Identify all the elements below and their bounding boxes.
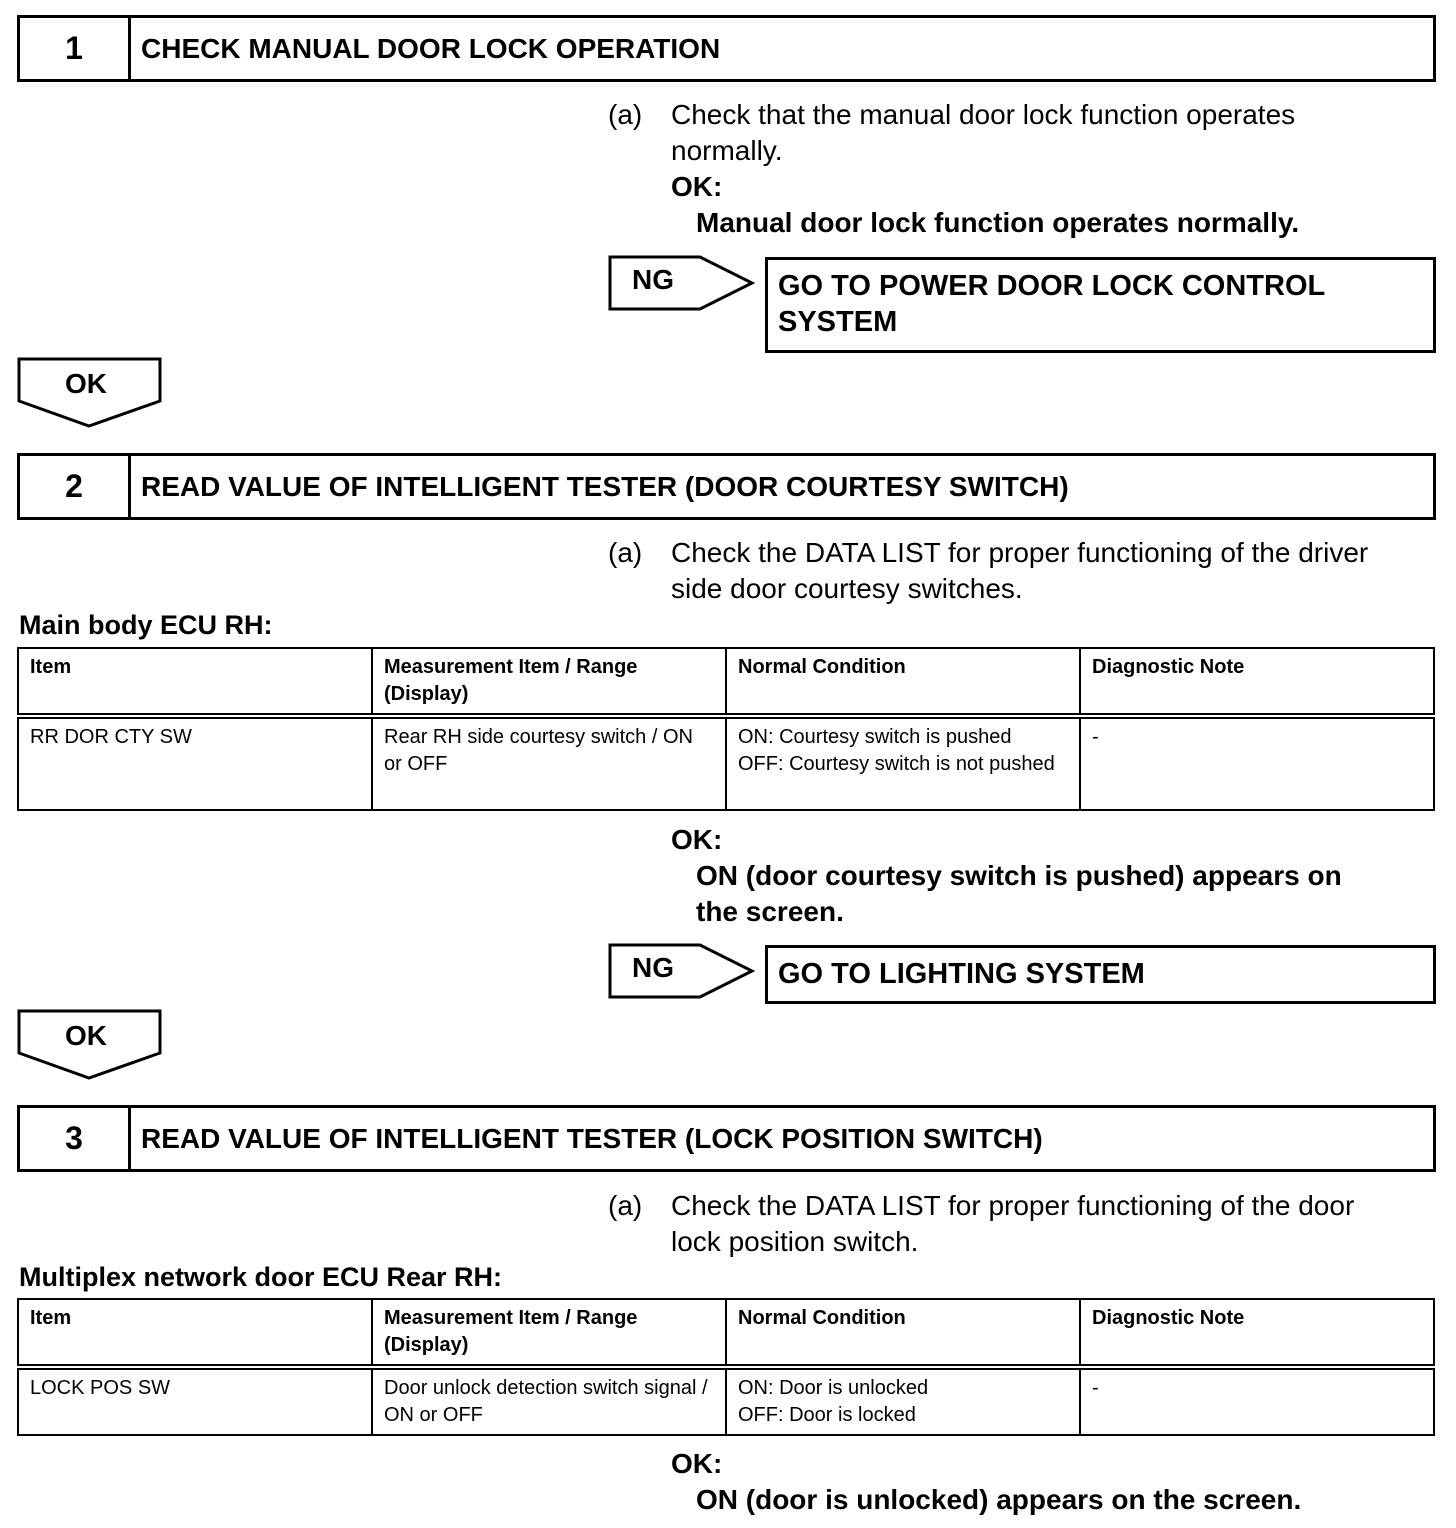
step-number: 2: [20, 456, 131, 517]
ng-arrow: [608, 943, 756, 999]
column-header: Diagnostic Note: [1080, 1299, 1434, 1367]
instruction-line: lock position switch.: [671, 1226, 919, 1257]
ok-text: Manual door lock function operates normally.: [696, 207, 1300, 238]
ng-target-line: SYSTEM: [778, 306, 898, 338]
instruction: [671, 1188, 1354, 1260]
table-cell: RR DOR CTY SW: [18, 716, 372, 810]
ng-target-line: GO TO LIGHTING SYSTEM: [778, 958, 1145, 990]
table-cell: Door unlock detection switch signal / ON or OFF: [372, 1367, 726, 1435]
step-number: 3: [20, 1108, 131, 1169]
column-header: Item: [18, 1299, 372, 1367]
ng-arrow-shape: [608, 943, 756, 999]
ok-arrow: [17, 1009, 162, 1081]
ng-target-box[interactable]: [765, 945, 1436, 1004]
column-header: Normal Condition: [726, 648, 1080, 716]
instruction-line: Check the DATA LIST for proper functioning of the door: [671, 1190, 1355, 1221]
sub-marker: (a): [608, 1190, 643, 1221]
column-header: Normal Condition: [726, 1299, 1080, 1367]
ok-text-line: the screen.: [696, 896, 844, 927]
ng-label: NG: [632, 952, 674, 983]
table-cell: LOCK POS SW: [18, 1367, 372, 1435]
table-header-row: [18, 648, 1434, 716]
ok-text: [696, 858, 1342, 930]
table-row: [18, 716, 1434, 810]
step-1-header: [17, 15, 1436, 82]
step-title: READ VALUE OF INTELLIGENT TESTER (DOOR COURTESY SWITCH): [141, 470, 1069, 502]
step-title: CHECK MANUAL DOOR LOCK OPERATION: [141, 32, 721, 64]
step-3-header: [17, 1105, 1436, 1172]
table-cell: Rear RH side courtesy switch / ON or OFF: [372, 716, 726, 810]
ng-target-line: GO TO POWER DOOR LOCK CONTROL: [778, 270, 1326, 302]
column-header: Measurement Item / Range (Display): [372, 648, 726, 716]
column-header: Item: [18, 648, 372, 716]
ok-arrow-label: OK: [65, 1020, 107, 1051]
ok-text-line: ON (door courtesy switch is pushed) appears on: [696, 860, 1342, 891]
table-cell: ON: Courtesy switch is pushed OFF: Courtesy switch is not pushed: [726, 716, 1080, 810]
ok-arrow-label: OK: [65, 368, 107, 399]
ng-arrow-shape: [608, 255, 756, 311]
instruction-line: Check that the manual door lock function operates: [671, 99, 1296, 130]
column-header: Diagnostic Note: [1080, 648, 1434, 716]
ng-target-box[interactable]: [765, 257, 1436, 353]
table-label: Multiplex network door ECU Rear RH:: [19, 1262, 503, 1292]
instruction-line: normally.: [671, 135, 783, 166]
sub-marker: (a): [608, 537, 643, 568]
table-label: Main body ECU RH:: [19, 610, 273, 640]
instruction-line: Check the DATA LIST for proper functioning of the driver: [671, 537, 1369, 568]
step-title: READ VALUE OF INTELLIGENT TESTER (LOCK POSITION SWITCH): [141, 1122, 1043, 1154]
table-cell: -: [1080, 716, 1434, 810]
instruction: [671, 535, 1368, 607]
table-cell: ON: Door is unlocked OFF: Door is locked: [726, 1367, 1080, 1435]
ok-text: ON (door is unlocked) appears on the screen.: [696, 1484, 1302, 1515]
instruction: [671, 97, 1295, 169]
table-row: [18, 1367, 1434, 1435]
step-number: 1: [20, 18, 131, 79]
ng-arrow: [608, 255, 756, 311]
ok-label: OK:: [671, 171, 723, 202]
instruction-line: side door courtesy switches.: [671, 573, 1023, 604]
column-header: Measurement Item / Range (Display): [372, 1299, 726, 1367]
step-2-header: [17, 453, 1436, 520]
sub-marker: (a): [608, 99, 643, 130]
data-list-table: [17, 647, 1435, 811]
ok-arrow: [17, 357, 162, 429]
table-cell: -: [1080, 1367, 1434, 1435]
data-list-table: [17, 1298, 1435, 1436]
table-header-row: [18, 1299, 1434, 1367]
ng-label: NG: [632, 264, 674, 295]
ok-label: OK:: [671, 1448, 723, 1479]
ok-label: OK:: [671, 824, 723, 855]
